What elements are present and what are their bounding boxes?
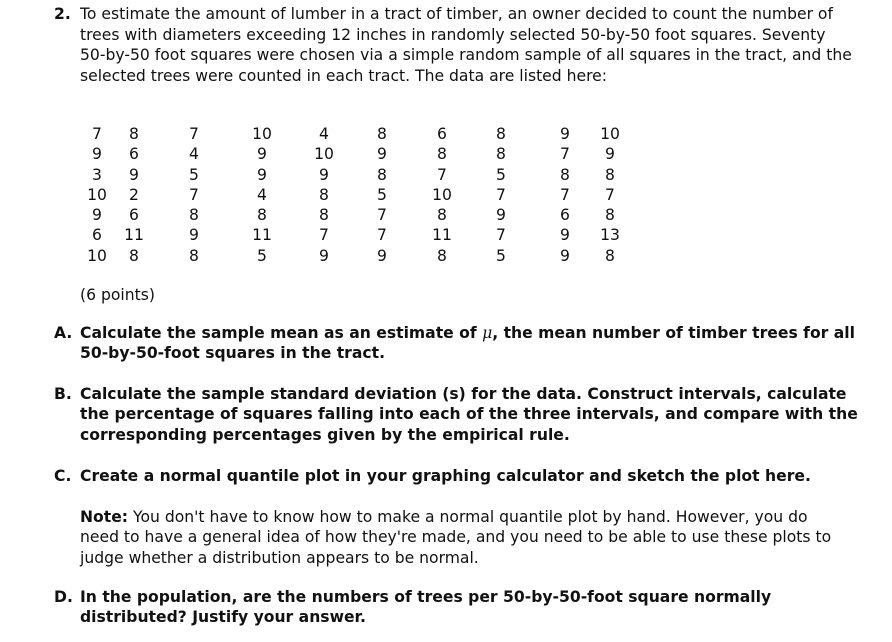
table-cell: 8	[437, 246, 447, 265]
table-cell: 9	[92, 145, 102, 164]
table-cell: 8	[129, 125, 139, 143]
part-c-letter: C.	[54, 467, 72, 485]
table-cell: 9	[560, 246, 570, 265]
table-cell: 8	[560, 165, 570, 184]
table-cell: 5	[189, 165, 199, 184]
table-cell: 4	[257, 185, 267, 204]
part-d-letter: D.	[54, 588, 73, 606]
table-cell: 9	[92, 206, 102, 225]
table-cell: 9	[496, 206, 506, 225]
table-cell: 4	[319, 125, 329, 143]
table-cell: 7	[560, 185, 570, 204]
table-cell: 6	[129, 145, 139, 164]
table-cell: 4	[189, 145, 199, 164]
table-cell: 10	[314, 145, 334, 164]
table-row	[86, 205, 620, 225]
part-c-question: Create a normal quantile plot in your graphing calculator and sketch the plot here.	[80, 467, 811, 485]
table-row	[86, 185, 620, 205]
part-b-question: Calculate the sample standard deviation (s) for the data. Construct intervals, calculate the percentage of squares falling into each of the three intervals, and compare with the corresponding percentages given by the empirical rule.	[80, 385, 858, 444]
part-c	[54, 466, 864, 486]
table-cell: 8	[189, 206, 199, 225]
tree-count-table	[86, 124, 620, 266]
table-cell: 8	[319, 206, 329, 225]
table-cell: 10	[87, 185, 107, 204]
table-cell: 8	[496, 145, 506, 164]
note-label: Note:	[80, 508, 129, 526]
problem-intro: To estimate the amount of lumber in a tract of timber, an owner decided to count the number of trees with diameters exceeding 12 inches in randomly selected 50-by-50 foot squares. Seventy 50-by-50 foot squares were chosen via a simple random sample of all squares in the tract, and the selected trees were counted in each tract. The data are listed here:	[80, 5, 852, 85]
table-cell: 7	[496, 185, 506, 204]
table-cell: 10	[432, 185, 452, 204]
table-cell: 9	[257, 145, 267, 164]
table-row	[86, 165, 620, 185]
table-cell: 8	[377, 125, 387, 143]
table-cell: 8	[605, 246, 615, 265]
table-cell: 5	[496, 246, 506, 265]
part-a-letter: A.	[54, 324, 73, 342]
table-cell: 10	[87, 246, 107, 265]
table-cell: 7	[319, 226, 329, 245]
table-cell: 6	[437, 125, 447, 143]
table-cell: 7	[560, 145, 570, 164]
table-cell: 9	[257, 165, 267, 184]
table-cell: 9	[560, 226, 570, 245]
part-a-text-before: Calculate the sample mean as an estimate of	[80, 324, 483, 342]
part-a-text-after: , the mean number of timber trees for all 50-by-50-foot squares in the tract.	[80, 324, 856, 363]
table-cell: 8	[437, 206, 447, 225]
table-cell: 8	[496, 125, 506, 143]
table-cell: 5	[377, 185, 387, 204]
table-row	[86, 124, 620, 144]
table-cell: 7	[377, 226, 387, 245]
table-cell: 2	[129, 185, 139, 204]
table-row	[86, 246, 620, 266]
table-cell: 11	[252, 226, 272, 245]
table-cell: 6	[92, 226, 102, 245]
note-text: You don't have to know how to make a normal quantile plot by hand. However, you do need to have a general idea of how they're made, and you need to be able to use these plots to judge whether a distribution appears to be normal.	[80, 508, 832, 567]
table-cell: 8	[189, 246, 199, 265]
table-cell: 9	[189, 226, 199, 245]
table-cell: 11	[432, 226, 452, 245]
table-cell: 6	[129, 206, 139, 225]
part-d	[54, 587, 864, 628]
table-cell: 8	[257, 206, 267, 225]
part-a	[54, 323, 864, 364]
note-paragraph	[80, 507, 850, 568]
table-cell: 7	[437, 165, 447, 184]
table-cell: 10	[252, 125, 272, 143]
mu-symbol: μ	[482, 324, 493, 342]
table-cell: 8	[605, 165, 615, 184]
table-cell: 6	[560, 206, 570, 225]
problem-2	[54, 4, 854, 86]
table-cell: 8	[377, 165, 387, 184]
problem-intro-block	[54, 4, 854, 86]
part-a-question	[54, 323, 864, 364]
table-cell: 9	[377, 246, 387, 265]
table-cell: 9	[129, 165, 139, 184]
table-cell: 5	[496, 165, 506, 184]
problem-number: 2.	[54, 5, 71, 23]
table-cell: 9	[560, 125, 570, 143]
table-cell: 5	[257, 246, 267, 265]
table-row	[86, 225, 620, 245]
points-label: (6 points)	[80, 286, 155, 304]
table-cell: 10	[600, 125, 620, 143]
table-cell: 9	[319, 246, 329, 265]
table-cell: 9	[319, 165, 329, 184]
table-cell: 9	[377, 145, 387, 164]
table-cell: 7	[92, 125, 102, 143]
part-b	[54, 384, 864, 445]
table-cell: 7	[496, 226, 506, 245]
table-cell: 7	[605, 185, 615, 204]
table-cell: 8	[605, 206, 615, 225]
table-cell: 8	[319, 185, 329, 204]
part-d-question: In the population, are the numbers of trees per 50-by-50-foot square normally distributed? Justify your answer.	[80, 588, 772, 627]
table-cell: 7	[189, 185, 199, 204]
table-cell: 3	[92, 165, 102, 184]
table-cell: 11	[124, 226, 144, 245]
table-cell: 8	[129, 246, 139, 265]
table-cell: 13	[600, 226, 620, 245]
table-cell: 8	[437, 145, 447, 164]
part-b-letter: B.	[54, 385, 72, 403]
table-cell: 7	[189, 125, 199, 143]
table-cell: 7	[377, 206, 387, 225]
table-cell: 9	[605, 145, 615, 164]
table-row	[86, 144, 620, 164]
